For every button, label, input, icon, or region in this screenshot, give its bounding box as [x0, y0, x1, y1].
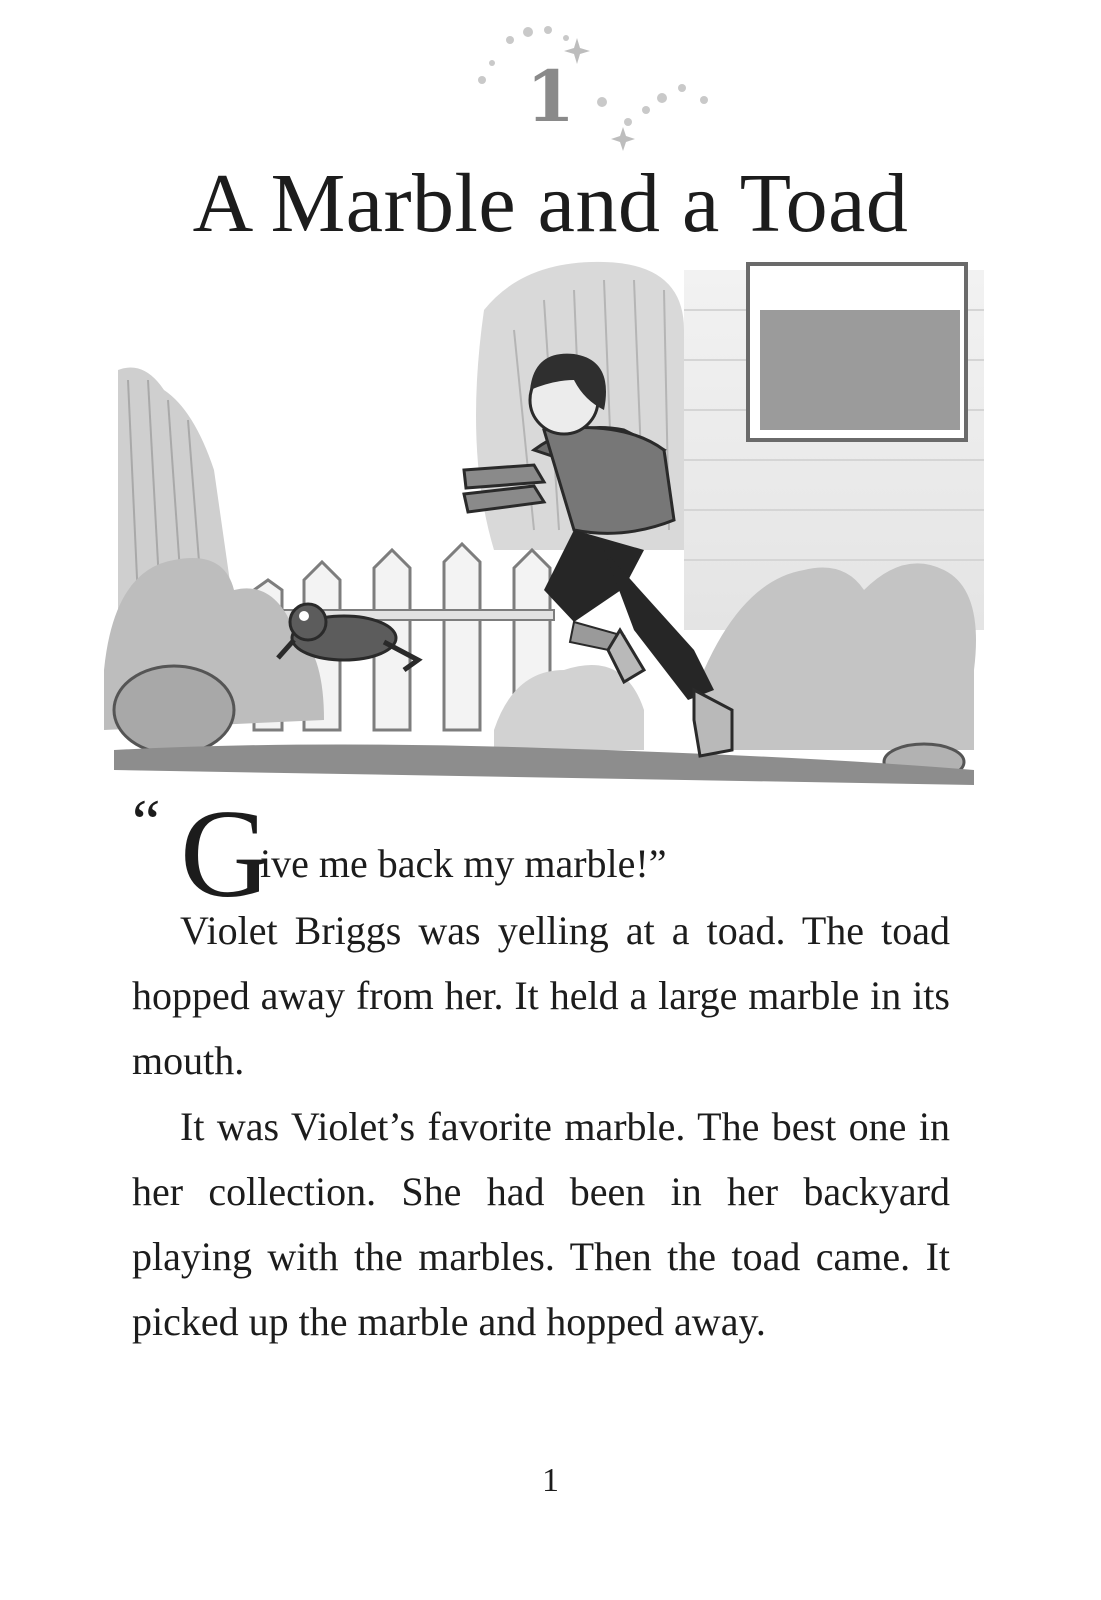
opening-line [132, 785, 950, 924]
chapter-title: A Marble and a Toad [192, 157, 909, 250]
open-quote: “ [132, 786, 161, 857]
chapter-illustration [104, 250, 984, 790]
drop-cap: G [180, 785, 271, 924]
paragraph: Violet Briggs was yelling at a toad. The toad hopped away from her. It held a large marble in its mouth. [132, 908, 950, 1083]
paragraph: It was Violet’s favorite marble. The best one in her collection. She had been in her backyard playing with the marbles. Then the toad came. It picked up the marble and hopped away. [132, 1104, 950, 1344]
page-number: 1 [542, 1462, 559, 1499]
opening-text: ive me back my marble!” [260, 841, 667, 886]
chapter-number: 1 [526, 55, 575, 138]
